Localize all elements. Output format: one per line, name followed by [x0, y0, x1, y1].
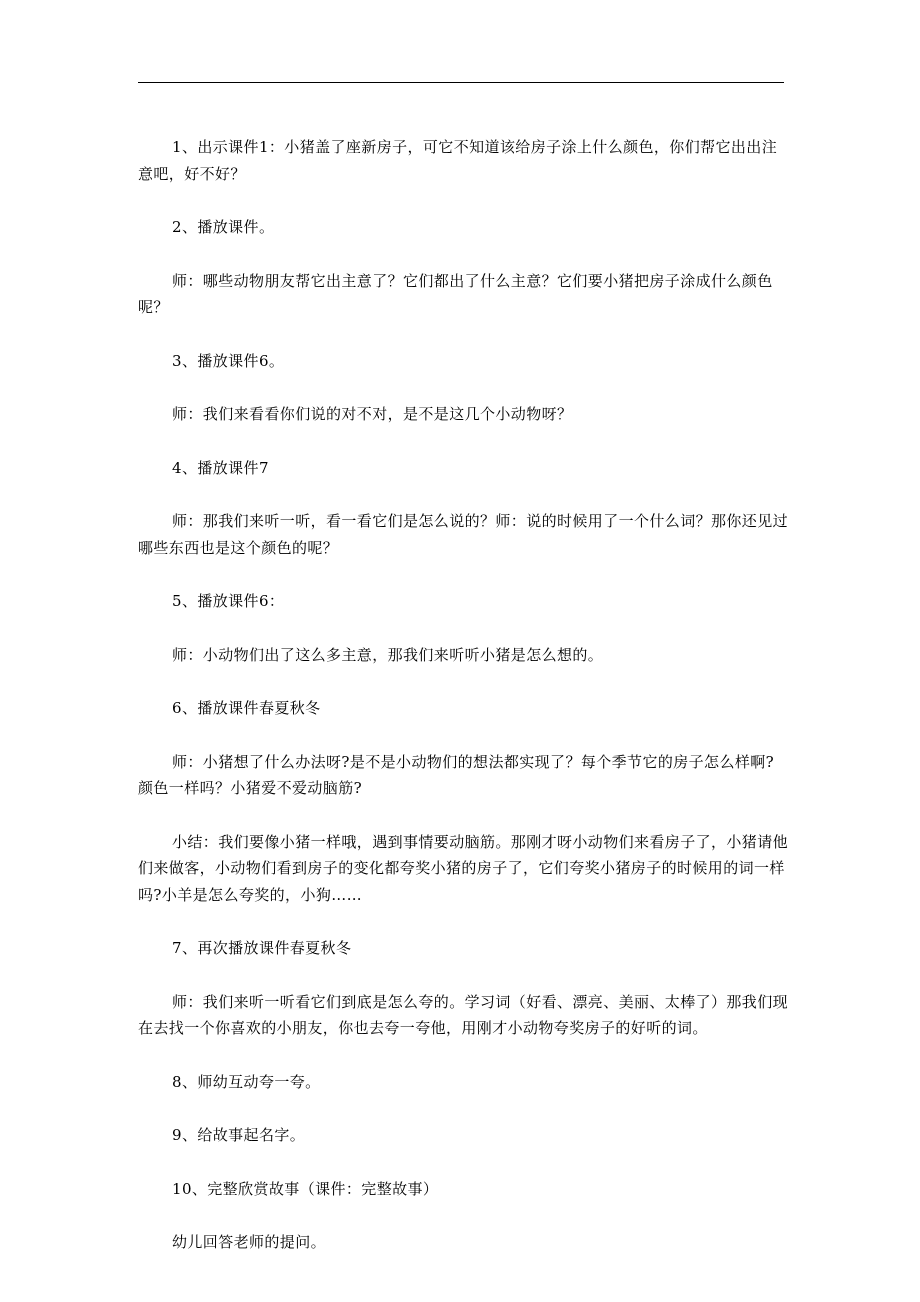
paragraph-3: 师：哪些动物朋友帮它出主意了？它们都出了什么主意？它们要小猪把房子涂成什么颜色呢？ [138, 271, 773, 316]
paragraph-4: 3、播放课件6。 [172, 351, 285, 370]
paragraph-10: 6、播放课件春夏秋冬 [172, 699, 321, 717]
paragraph-15: 8、师幼互动夸一夸。 [172, 1072, 321, 1091]
paragraph-16: 9、给故事起名字。 [172, 1126, 306, 1144]
paragraph-7: 师：那我们来听一听，看一看它们是怎么说的？师：说的时候用了一个什么词？那你还见过哪些东西也是这个颜色的呢？ [138, 512, 789, 557]
paragraph-9: 师：小动物们出了这么多主意，那我们来听听小猪是怎么想的。 [172, 645, 604, 664]
paragraph-17: 10、完整欣赏故事（课件：完整故事） [172, 1179, 439, 1198]
paragraph-14: 师：我们来听一听看它们到底是怎么夸的。学习词（好看、漂亮、美丽、太棒了）那我们现在去找一个你喜欢的小朋友，你也去夸一夸他，用刚才小动物夸奖房子的好听的词。 [138, 992, 789, 1037]
paragraph-2: 2、播放课件。 [172, 218, 275, 236]
paragraph-1: 1、出示课件1：小猪盖了座新房子，可它不知道该给房子涂上什么颜色，你们帮它出出注意吧，好不好？ [138, 138, 778, 183]
paragraph-11: 师：小猪想了什么办法呀?是不是小动物们的想法都实现了？每个季节它的房子怎么样啊?颜色一样吗？小猪爱不爱动脑筋? [138, 752, 775, 797]
paragraph-8: 5、播放课件6： [172, 592, 285, 610]
paragraph-5: 师：我们来看看你们说的对不对，是不是这几个小动物呀？ [172, 405, 573, 423]
paragraph-6: 4、播放课件7 [172, 458, 269, 477]
paragraph-13: 7、再次播放课件春夏秋冬 [172, 939, 352, 957]
paragraph-18: 幼儿回答老师的提问。 [172, 1233, 327, 1251]
paragraph-12: 小结：我们要像小猪一样哦，遇到事情要动脑筋。那刚才呀小动物们来看房子了，小猪请他们来做客，小动物们看到房子的变化都夸奖小猪的房子了，它们夸奖小猪房子的时候用的词一样吗?小羊是怎么夸奖的，小狗…… [138, 832, 789, 904]
header-rule [138, 82, 784, 83]
document-body [138, 134, 788, 1283]
